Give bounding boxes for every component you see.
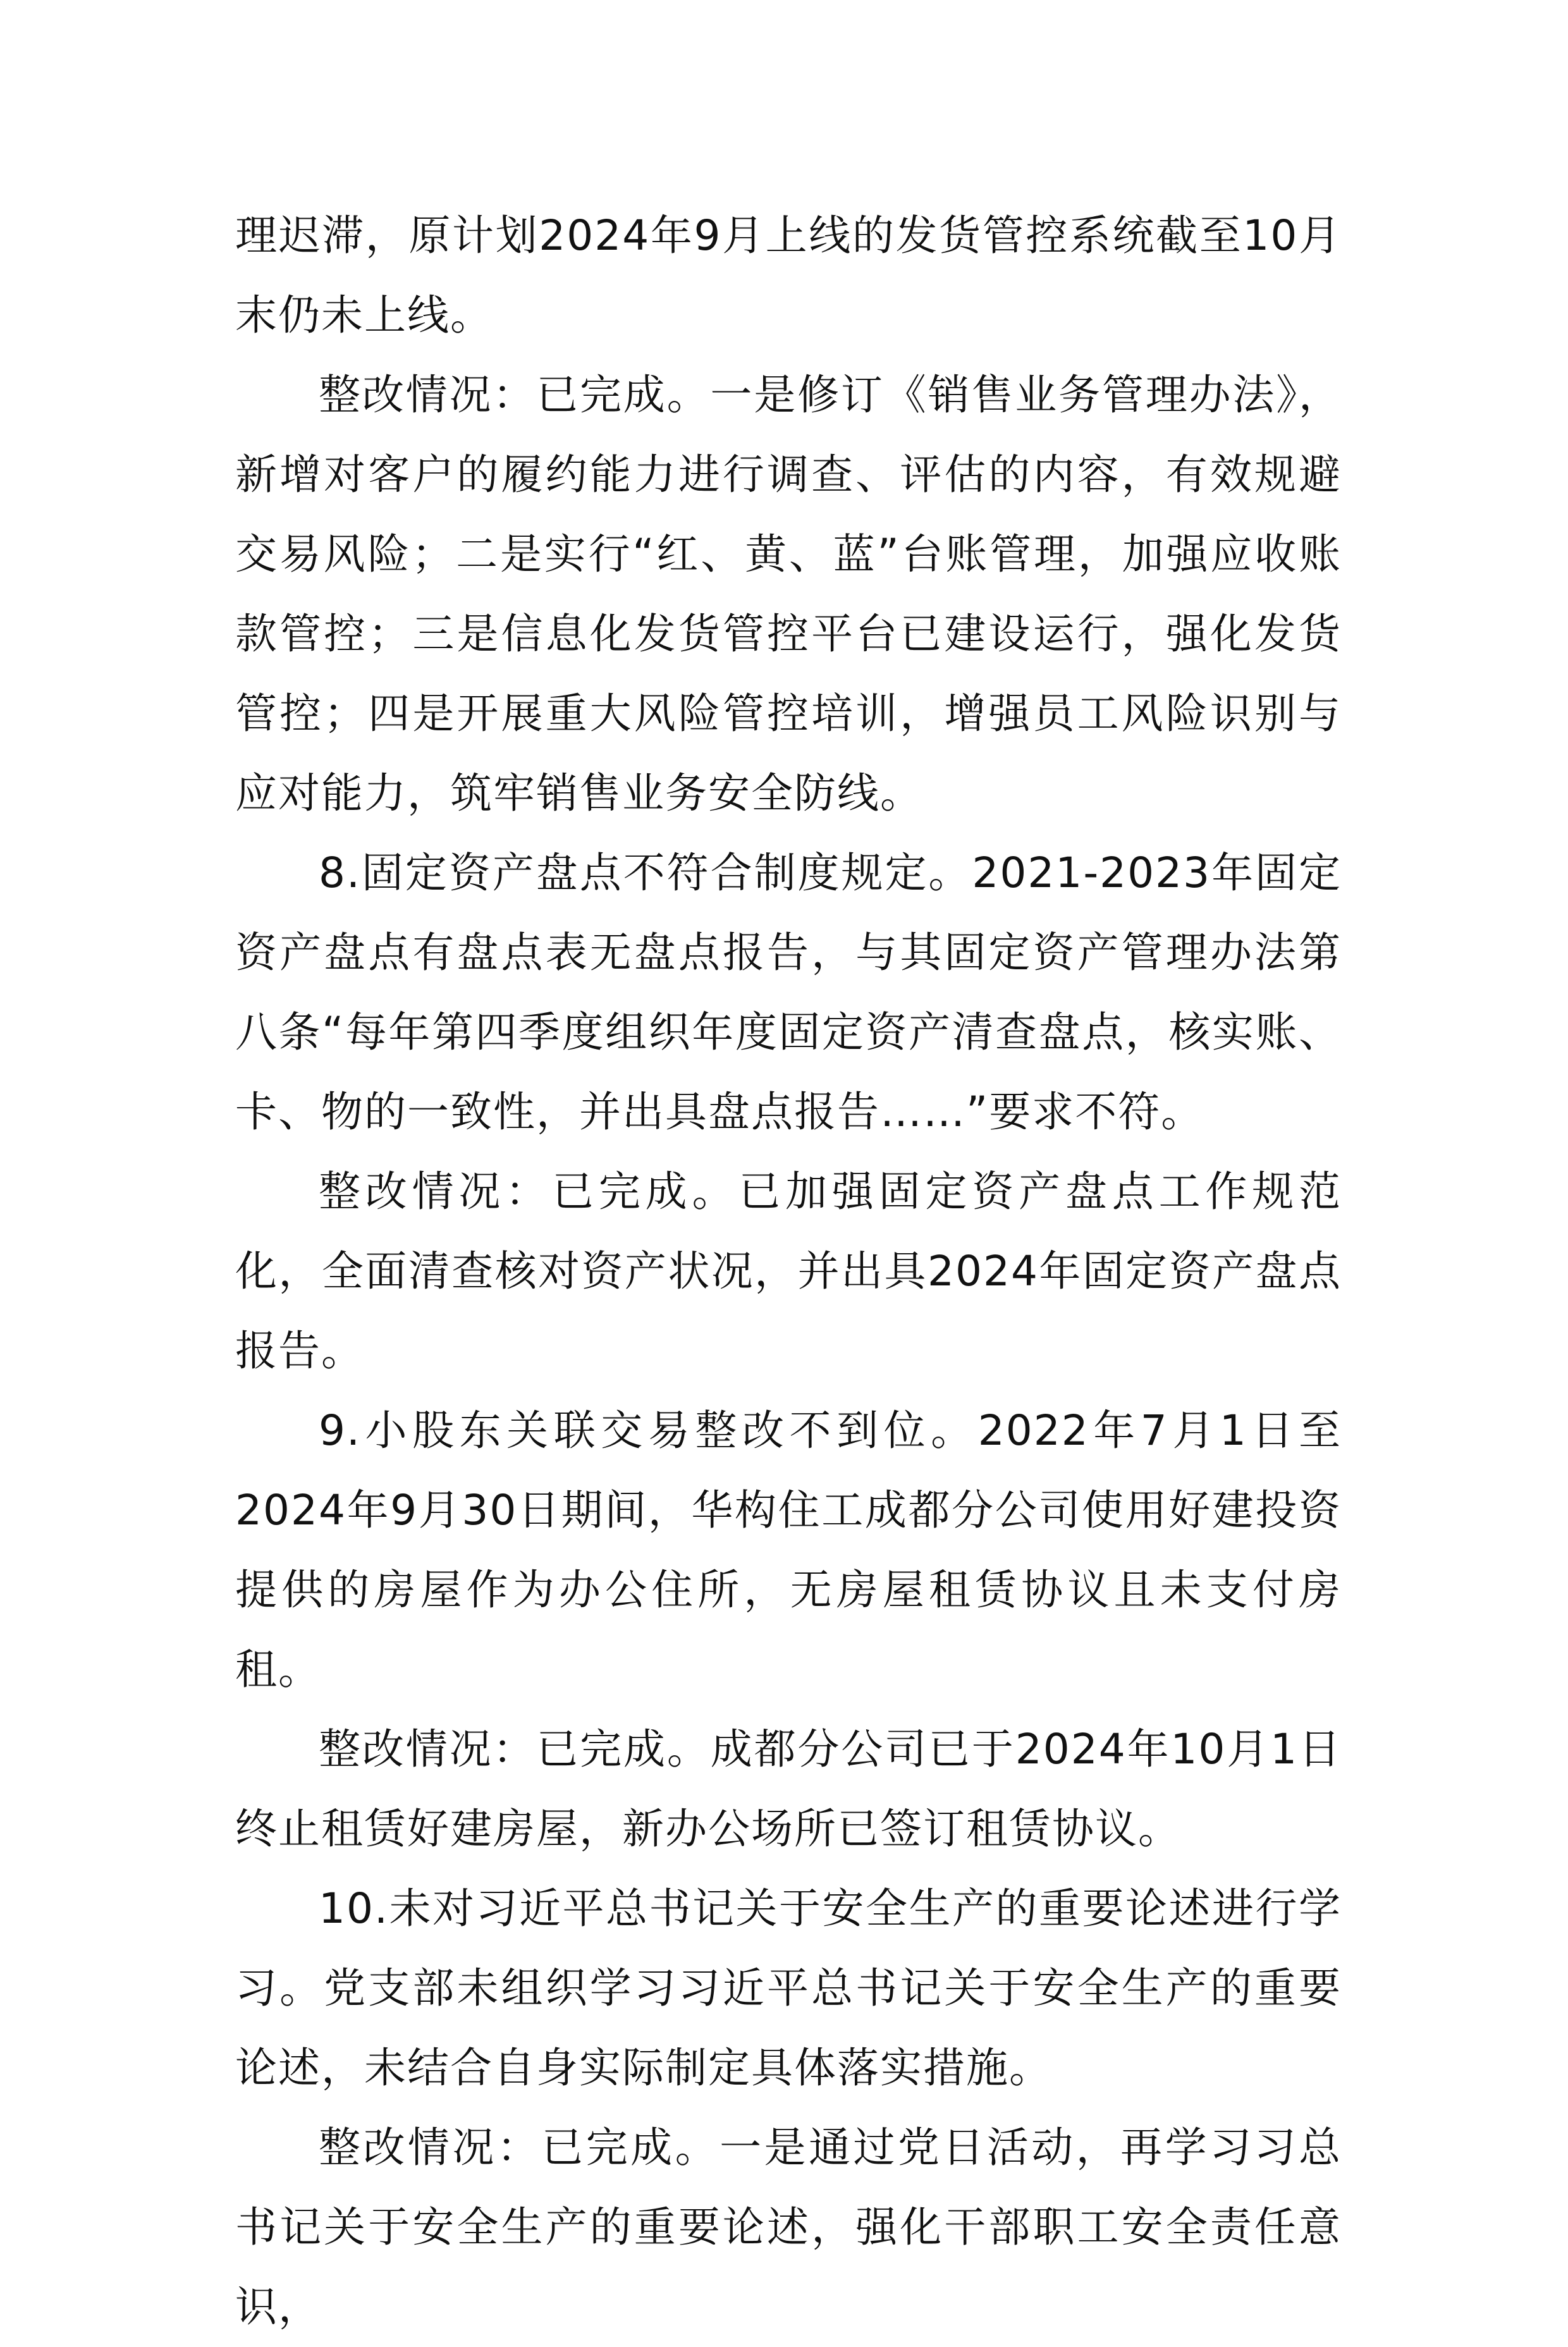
paragraph-issue-10: 10.未对习近平总书记关于安全生产的重要论述进行学习。党支部未组织学习习近平总书记关于安全生产的重要论述，未结合自身实际制定具体落实措施。 xyxy=(235,1884,1342,2092)
document-body xyxy=(235,196,1342,2347)
paragraph-rectification-10: 整改情况：已完成。一是通过党日活动，再学习习总书记关于安全生产的重要论述，强化干部职工安全责任意识， xyxy=(235,2123,1342,2331)
paragraph-issue-8: 8.固定资产盘点不符合制度规定。2021-2023年固定资产盘点有盘点表无盘点报告，与其固定资产管理办法第八条“每年第四季度组织年度固定资产清查盘点，核实账、卡、物的一致性，并出具盘点报告……”要求不符。 xyxy=(235,849,1342,1136)
paragraph-issue-9: 9.小股东关联交易整改不到位。2022年7月1日至2024年9月30日期间，华构住工成都分公司使用好建投资提供的房屋作为办公住所，无房屋租赁协议且未支付房租。 xyxy=(235,1406,1342,1694)
paragraph-continued: 理迟滞，原计划2024年9月上线的发货管控系统截至10月末仍未上线。 xyxy=(235,211,1342,340)
paragraph-rectification-8: 整改情况：已完成。已加强固定资产盘点工作规范化，全面清查核对资产状况，并出具2024年固定资产盘点报告。 xyxy=(235,1167,1342,1375)
paragraph-rectification-9: 整改情况：已完成。成都分公司已于2024年10月1日终止租赁好建房屋，新办公场所已签订租赁协议。 xyxy=(235,1725,1342,1853)
paragraph-rectification-7: 整改情况：已完成。一是修订《销售业务管理办法》，新增对客户的履约能力进行调查、评估的内容，有效规避交易风险；二是实行“红、黄、蓝”台账管理，加强应收账款管控；三是信息化发货管控平台已建设运行，强化发货管控；四是开展重大风险管控培训，增强员工风险识别与应对能力，筑牢销售业务安全防线。 xyxy=(235,371,1342,818)
